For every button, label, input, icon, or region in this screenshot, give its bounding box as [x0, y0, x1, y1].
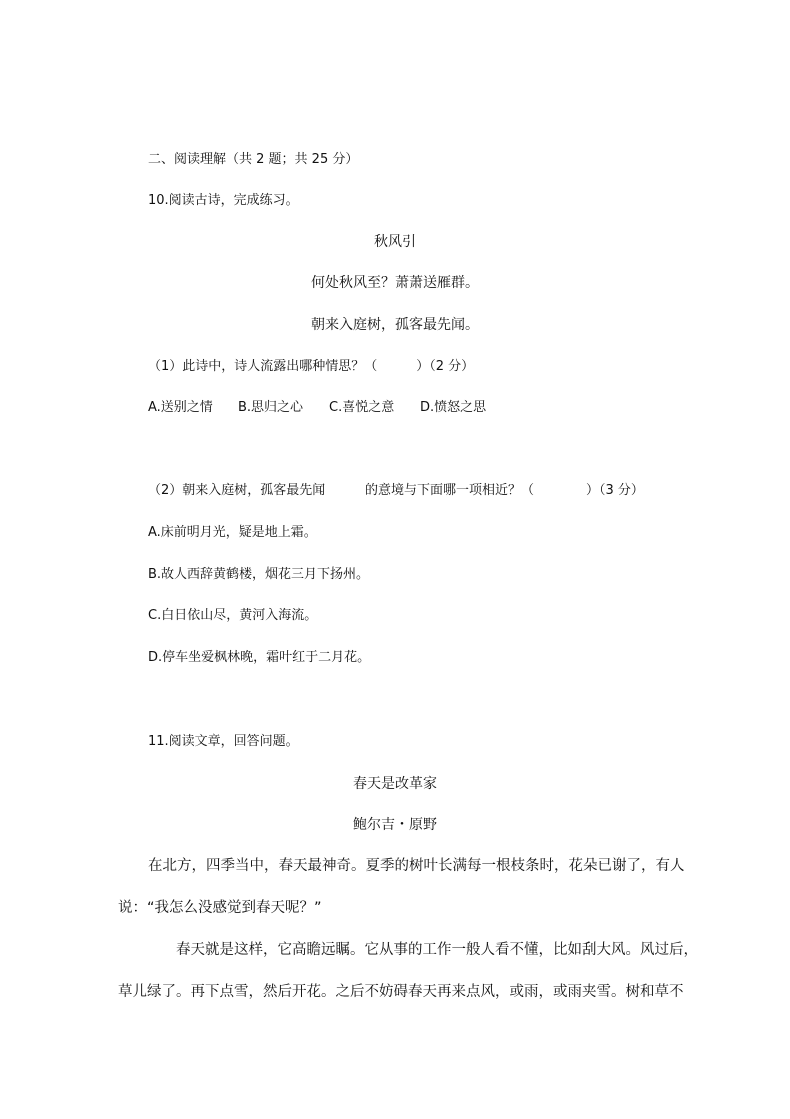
- sub-question-1-stem: （1）此诗中，诗人流露出哪种情思？（ ）（2 分）: [148, 359, 475, 374]
- question-10-prompt: 10.阅读古诗，完成练习。: [148, 193, 299, 208]
- question-11-prompt: 11.阅读文章，回答问题。: [148, 734, 299, 749]
- article-line: 草儿绿了。再下点雪，然后开花。之后不妨碍春天再来点风，或雨，或雨夹雪。树和草不: [118, 984, 684, 1000]
- article-line: 春天就是这样，它高瞻远瞩。它从事的工作一般人看不懂，比如刮大风。风过后，: [176, 942, 698, 958]
- article-line: 在北方，四季当中，春天最神奇。夏季的树叶长满每一根枝条时，花朵已谢了，有人: [148, 858, 685, 874]
- option-b: B.故人西辞黄鹤楼，烟花三月下扬州。: [148, 567, 370, 582]
- article-author: 鲍尔吉・原野: [353, 817, 437, 833]
- poem-line: 何处秋风至？萧萧送雁群。: [311, 275, 479, 291]
- poem-line: 朝来入庭树，孤客最先闻。: [311, 317, 479, 333]
- option-b: B.思归之心: [238, 400, 304, 415]
- sub-question-2-ask: 的意境与下面哪一项相近？（ ）（3 分）: [365, 483, 644, 498]
- option-d: D.停车坐爱枫林晚，霜叶红于二月花。: [148, 650, 371, 665]
- article-title: 春天是改革家: [353, 776, 437, 792]
- sub-question-2-quote: （2）朝来入庭树，孤客最先闻: [148, 483, 326, 498]
- poem-title: 秋风引: [374, 234, 416, 250]
- option-c: C.喜悦之意: [329, 400, 395, 415]
- option-a: A.送别之情: [148, 400, 213, 415]
- option-a: A.床前明月光，疑是地上霜。: [148, 525, 317, 540]
- section-heading: 二、阅读理解（共 2 题；共 25 分）: [148, 152, 359, 167]
- article-line: 说：“我怎么没感觉到春天呢？”: [118, 900, 322, 916]
- option-d: D.愤怒之思: [420, 400, 487, 415]
- option-c: C.白日依山尽，黄河入海流。: [148, 608, 318, 623]
